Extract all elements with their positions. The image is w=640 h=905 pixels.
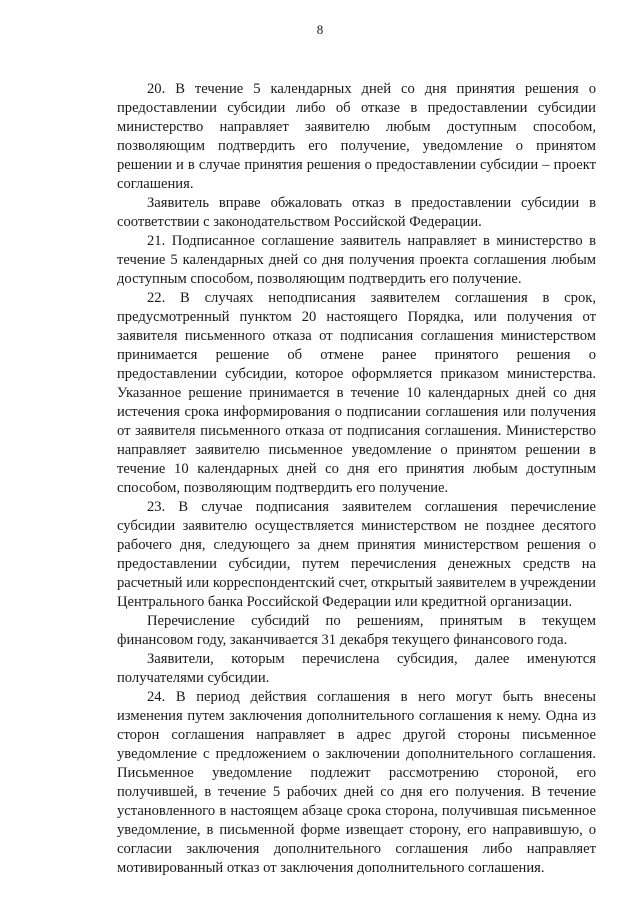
- paragraph-appeal: Заявитель вправе обжаловать отказ в предоставлении субсидии в соответствии с законодательством Российской Федерации.: [117, 195, 596, 230]
- paragraph-20: 20. В течение 5 календарных дней со дня принятия решения о предоставлении субсидии либо об отказе в предоставлении субсидии министерство направляет заявителю любым доступным способом, позволяющим подтвердить его получение, уведомление о принятом решении и в случае принятия решения о предоставлении субсидии – проект соглашения.: [117, 81, 596, 192]
- paragraph-transfer: Перечисление субсидий по решениям, принятым в текущем финансовом году, заканчивается 31 декабря текущего финансового года.: [117, 613, 596, 648]
- paragraph-21: 21. Подписанное соглашение заявитель направляет в министерство в течение 5 календарных дней со дня получения проекта соглашения любым доступным способом, позволяющим подтвердить его получение.: [117, 233, 596, 287]
- document-body: [117, 80, 596, 878]
- paragraph-22: 22. В случаях неподписания заявителем соглашения в срок, предусмотренный пунктом 20 настоящего Порядка, или получения от заявителя письменного отказа от подписания соглашения министерством принимается решение об отмене ранее принятого решения о предоставлении субсидии, которое оформляется приказом министерства. Указанное решение принимается в течение 10 календарных дней со дня истечения срока информирования о подписании соглашения или получения от заявителя письменного отказа от подписания соглашения. Министерство направляет заявителю письменное уведомление о принятом решении в течение 10 календарных дней со дня его принятия любым доступным способом, позволяющим подтвердить его получение.: [117, 290, 596, 496]
- paragraph-recipients: Заявители, которым перечислена субсидия, далее именуются получателями субсидии.: [117, 651, 596, 686]
- paragraph-23: 23. В случае подписания заявителем соглашения перечисление субсидии заявителю осуществляется министерством не позднее десятого рабочего дня, следующего за днем принятия министерством решения о предоставлении субсидии, путем перечисления денежных средств на расчетный или корреспондентский счет, открытый заявителем в учреждении Центрального банка Российской Федерации или кредитной организации.: [117, 499, 596, 610]
- paragraph-24: 24. В период действия соглашения в него могут быть внесены изменения путем заключения дополнительного соглашения к нему. Одна из сторон соглашения направляет в адрес другой стороны письменное уведомление с предложением о заключении дополнительного соглашения. Письменное уведомление подлежит рассмотрению стороной, его получившей, в течение 5 рабочих дней со дня его получения. В течение установленного в настоящем абзаце срока сторона, получившая письменное уведомление, в письменной форме извещает сторону, его направившую, о согласии заключения дополнительного соглашения либо направляет мотивированный отказ от заключения дополнительного соглашения.: [117, 689, 596, 876]
- page-number: 8: [316, 22, 324, 37]
